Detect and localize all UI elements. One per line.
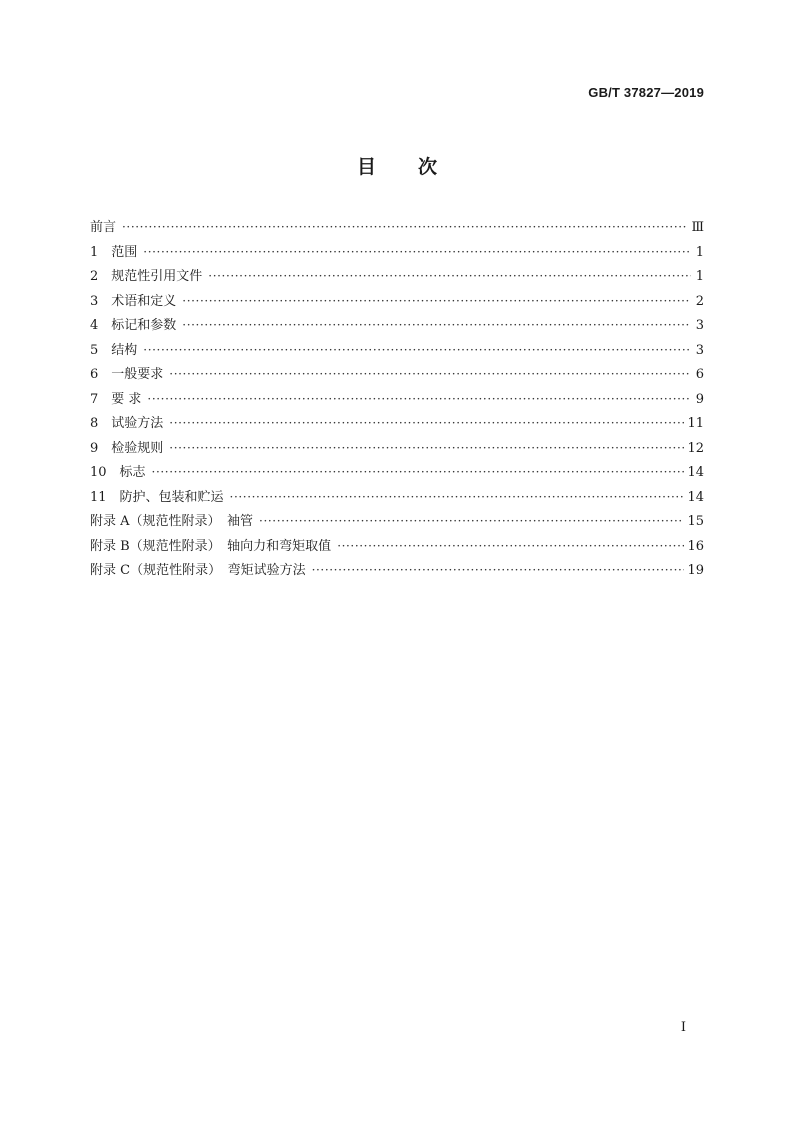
toc-leader-dots	[169, 436, 684, 461]
toc-entry-page: 1	[695, 269, 704, 284]
toc-entry[interactable]	[90, 460, 704, 485]
toc-entry[interactable]	[90, 387, 704, 412]
toc-entry-page: 1	[695, 244, 704, 260]
toc-entry[interactable]	[90, 485, 704, 510]
toc-leader-dots	[312, 558, 685, 583]
toc-entry-label: 4 标记和参数	[90, 318, 177, 333]
toc-title: 目次	[356, 156, 479, 178]
toc-entry[interactable]	[90, 534, 704, 559]
toc-entry-label: 8 试验方法	[90, 416, 164, 431]
toc-leader-dots	[230, 485, 685, 510]
toc-leader-dots	[122, 215, 688, 240]
toc-entry-label: 附录 B（规范性附录） 轴向力和弯矩取值	[90, 538, 332, 554]
toc-leader-dots	[152, 460, 685, 485]
toc-entry-page: Ⅲ	[691, 220, 704, 235]
toc-entry-label: 7 要 求	[90, 391, 142, 407]
toc-leader-dots	[143, 338, 691, 363]
toc-entry-label: 11 防护、包装和贮运	[90, 489, 224, 505]
toc-entry-label: 前言	[90, 220, 117, 235]
toc-entry-label: 10 标志	[90, 465, 146, 480]
toc-entry[interactable]	[90, 362, 704, 387]
toc-entry-page: 2	[695, 293, 704, 309]
standard-code: GB/T 37827—2019	[588, 85, 704, 100]
toc-entry-page: 3	[695, 342, 704, 358]
page-number: Ⅰ	[680, 1020, 686, 1035]
toc-leader-dots	[208, 264, 691, 289]
toc-entry[interactable]	[90, 411, 704, 436]
toc-leader-dots	[337, 534, 684, 559]
toc-leader-dots	[169, 362, 691, 387]
toc-entry[interactable]	[90, 436, 704, 461]
toc-entry[interactable]	[90, 558, 704, 583]
toc-entry-label: 附录 C（规范性附录） 弯矩试验方法	[90, 563, 306, 578]
toc-entry-page: 11	[687, 416, 704, 431]
toc-entry-page: 14	[687, 465, 704, 480]
toc-list	[90, 215, 704, 583]
toc-entry-label: 附录 A（规范性附录） 袖管	[90, 514, 254, 529]
toc-entry-label: 3 术语和定义	[90, 293, 177, 309]
toc-entry-label: 9 检验规则	[90, 440, 164, 456]
toc-entry[interactable]	[90, 264, 704, 289]
toc-leader-dots	[182, 313, 691, 338]
toc-entry-page: 16	[687, 538, 704, 554]
toc-entry-label: 5 结构	[90, 342, 138, 358]
toc-entry[interactable]	[90, 338, 704, 363]
toc-entry-page: 19	[687, 563, 704, 578]
toc-entry-page: 15	[687, 514, 704, 529]
toc-entry-page: 14	[687, 489, 704, 505]
toc-entry-page: 3	[695, 318, 704, 333]
toc-entry[interactable]	[90, 509, 704, 534]
toc-entry[interactable]	[90, 289, 704, 314]
toc-entry-label: 6 一般要求	[90, 367, 164, 382]
toc-entry-label: 2 规范性引用文件	[90, 269, 203, 284]
toc-entry[interactable]	[90, 215, 704, 240]
toc-leader-dots	[169, 411, 684, 436]
toc-leader-dots	[182, 289, 691, 314]
toc-leader-dots	[147, 387, 691, 412]
toc-entry[interactable]	[90, 313, 704, 338]
toc-entry-page: 6	[695, 367, 704, 382]
toc-entry[interactable]	[90, 240, 704, 265]
toc-leader-dots	[259, 509, 684, 534]
toc-entry-page: 9	[695, 391, 704, 407]
toc-entry-page: 12	[687, 440, 704, 456]
toc-entry-label: 1 范围	[90, 244, 138, 260]
toc-leader-dots	[143, 240, 691, 265]
